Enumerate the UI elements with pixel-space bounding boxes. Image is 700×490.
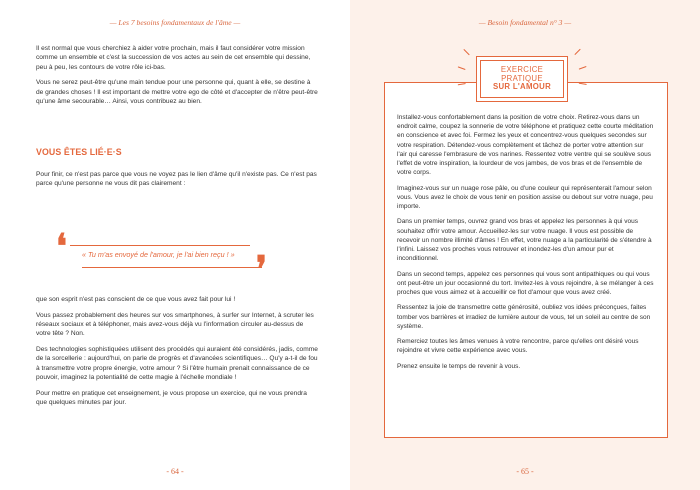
left-running-head: — Les 7 besoins fondamentaux de l'âme — xyxy=(109,18,241,27)
exercise-badge xyxy=(476,56,568,102)
paragraph: Prenez ensuite le temps de revenir à vous. xyxy=(397,362,521,370)
paragraph: Ressentez la joie de transmettre cette générosité, oubliez vos idées préconçues, faites tomber vos barrières et irradiez de lumière autour de vous, tel un soleil au centre de son système. xyxy=(397,304,651,330)
exercise-text xyxy=(397,113,655,377)
paragraph: Imaginez-vous sur un nuage rose pâle, ou d'une couleur qui représenterait l'amour selon vous. Vous avez le choix de vous tenir en position assise ou debout sur votre nuage, peu importe. xyxy=(397,184,653,211)
left-page-number: - 64 - xyxy=(166,467,184,476)
paragraph: Dans un second temps, appelez ces personnes qui vous sont antipathiques ou qui vous ont peut-être un jour occasionné du tort. Invitez-les à vous rejoindre, à se mélanger à ces proches que vous aimez et à accueillir ce flot d'amour que vous avez créé. xyxy=(397,270,654,297)
paragraph: que son esprit n'est pas conscient de ce que vous avez fait pour lui ! xyxy=(36,296,236,303)
badge-inner-frame xyxy=(480,60,564,98)
paragraph: Installez-vous confortablement dans la position de votre choix. Retirez-vous dans un endroit calme, coupez la sonnerie de votre téléphone et pratiquez cette courte méditation en conscience et avec foi. Fermez les yeux et concentrez-vous quelques secondes sur votre respiration. Détendez-vous complètement et tâchez de porter votre attention sur l'air qui caresse l'embrasure de vos narines. Ressentez votre ventre qui se soulève sous l'effet de votre inspiration, la lourdeur de vos jambes, de vos bras et de l'ensemble de votre corps. xyxy=(397,114,654,177)
paragraph: Remerciez toutes les âmes venues à votre rencontre, parce qu'elles ont désiré vous rejoindre et vivre cette expérience avec vous. xyxy=(397,338,639,355)
right-running-head: — Besoin fondamental n° 3 — xyxy=(478,18,572,27)
pull-quote xyxy=(56,231,276,287)
paragraph: Dans un premier temps, ouvrez grand vos bras et appelez les personnes à qui vous souhaitez offrir votre amour. Accueillez-les sur votre nuage. Il vous est possible de recevoir un nombre illimité d'âmes ! En effet, votre nuage a la particularité de s'étendre à l'infini. Laissez vos proches vous retrouver et inondez-les d'un amour pur et inconditionnel. xyxy=(397,218,652,263)
section-heading: VOUS ÊTES LIÉ·E·S xyxy=(36,147,122,157)
paragraph: Il est normal que vous cherchiez à aider votre prochain, mais il faut considérer votre mission comme un ensemble et c'est la succession de vos actes au sein de cet ensemble qui dessine, peu à peu, les contours de votre rôle ici-bas. xyxy=(36,45,311,71)
paragraph: Pour finir, ce n'est pas parce que vous ne voyez pas le lien d'âme qu'il n'existe pas. Ce n'est pas parce qu'une personne ne vous dit pas clairement : xyxy=(36,171,317,188)
paragraph: Vous ne serez peut-être qu'une main tendue pour une personne qui, quant à elle, se destine à de grandes choses ! Il est important de mettre votre ego de côté et d'accepter de n'être peut-être qu'une âme secourable… Ainsi, vous contribuez au bien. xyxy=(36,79,318,105)
badge-title-line3: SUR L'AMOUR xyxy=(493,82,551,92)
left-body-text xyxy=(36,295,318,414)
right-page-number: - 65 - xyxy=(516,467,534,476)
paragraph: Des technologies sophistiquées utilisent des procédés qui auraient été considérés, jadis, comme de la sorcellerie : aujourd'hui, on parle de progrès et d'avancées scientifiques… Qu'y a-t-il de fou à transmettre votre propre énergie, votre amour ? Si l'être humain prenait connaissance de ce pouvoir, imaginez la potentialité de cette magie à l'échelle mondiale ! xyxy=(36,345,318,381)
badge-title-line2: PRATIQUE xyxy=(501,73,543,83)
paragraph: Vous passez probablement des heures sur vos smartphones, à surfer sur Internet, à scruter les réseaux sociaux et à téléphoner, mais avez-vous déjà vu l'information circuler au-dessus de votre tête ? Non. xyxy=(36,311,314,338)
quote-text: « Tu m'as envoyé de l'amour, je l'ai bien reçu ! » xyxy=(82,250,235,259)
close-quote-icon: ❜ xyxy=(256,251,267,288)
left-section-intro xyxy=(36,170,318,195)
left-intro-text xyxy=(36,44,318,113)
badge-title-line1: EXERCICE xyxy=(500,65,544,75)
paragraph: Pour mettre en pratique cet enseignement, je vous propose un exercice, qui ne vous prendra que quelques minutes par jour. xyxy=(36,389,307,406)
quote-rule-bottom xyxy=(82,267,262,268)
open-quote-icon: ❛ xyxy=(56,229,67,266)
quote-rule-top xyxy=(70,245,250,246)
